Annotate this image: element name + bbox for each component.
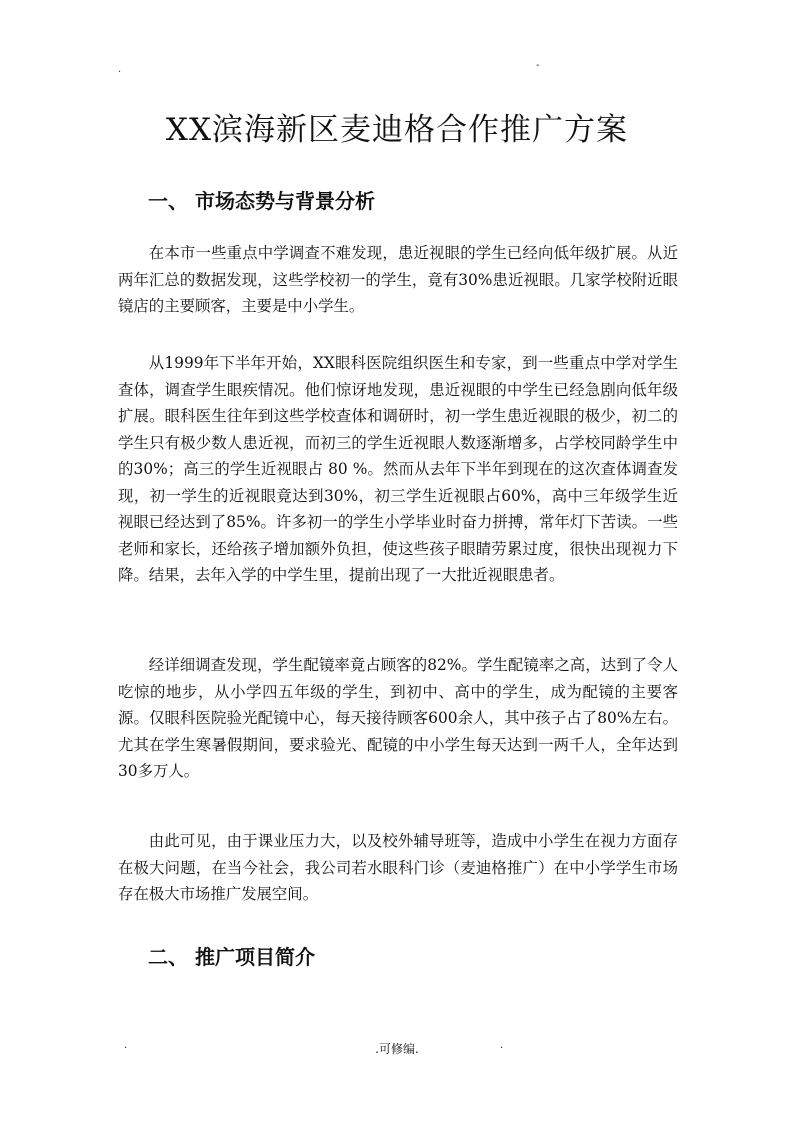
- paragraph-2: 从1999年下半年开始，XX眼科医院组织医生和专家，到一些重点中学对学生查体，调查学生眼疾情况。他们惊讶地发现，患近视眼的中学生已经急剧向低年级扩展。眼科医生往年到这些学校查体和调研时，初一学生患近视眼的极少，初二的学生只有极少数人患近视，而初三的学生近视眼人数逐渐增多，占学校同龄学生中的30%；高三的学生近视眼占 80 %。然而从去年下半年到现在的这次查体调查发现，初一学生的近视眼竟达到30%，初三学生近视眼占60%，高中三年级学生近视眼已经达到了85%。许多初一的学生小学毕业时奋力拼搏，常年灯下苦读。一些老师和家长，还给孩子增加额外负担，使这些孩子眼睛劳累过度，很快出现视力下降。结果，去年入学的中学生里，提前出现了一大批近视眼患者。: [118, 354, 678, 584]
- paragraph-1: 在本市一些重点中学调查不难发现，患近视眼的学生已经向低年级扩展。从近两年汇总的数据发现，这些学校初一的学生，竟有30%患近视眼。几家学校附近眼镜店的主要顾客，主要是中小学生。: [118, 244, 678, 315]
- section-heading-2: 二、 推广项目简介: [148, 945, 315, 969]
- section-heading-1: 一、 市场态势与背景分析: [148, 189, 375, 213]
- page-footer: [0, 1038, 794, 1058]
- document-title: XX滨海新区麦迪格合作推广方案: [165, 112, 629, 148]
- header-left-mark: .: [118, 64, 122, 75]
- paragraph-4: 由此可见，由于课业压力大，以及校外辅导班等，造成中小学生在视力方面存在极大问题，在当今社会，我公司若水眼科门诊（麦迪格推广）在中小学学生市场存在极大市场推广发展空间。: [118, 832, 678, 903]
- footer-label: .可修编.: [375, 1042, 419, 1056]
- footer-left-mark: .: [124, 1040, 128, 1051]
- header-right-mark: -: [536, 60, 540, 71]
- paragraph-3: 经详细调查发现，学生配镜率竟占顾客的82%。学生配镜率之高，达到了令人吃惊的地步，从小学四五年级的学生，到初中、高中的学生，成为配镜的主要客源。仅眼科医院验光配镜中心，每天接待顾客600余人，其中孩子占了80%左右。尤其在学生寒暑假期间，要求验光、配镜的中小学生每天达到一两千人，全年达到30多万人。: [118, 656, 678, 780]
- footer-right-mark: .: [500, 1040, 504, 1051]
